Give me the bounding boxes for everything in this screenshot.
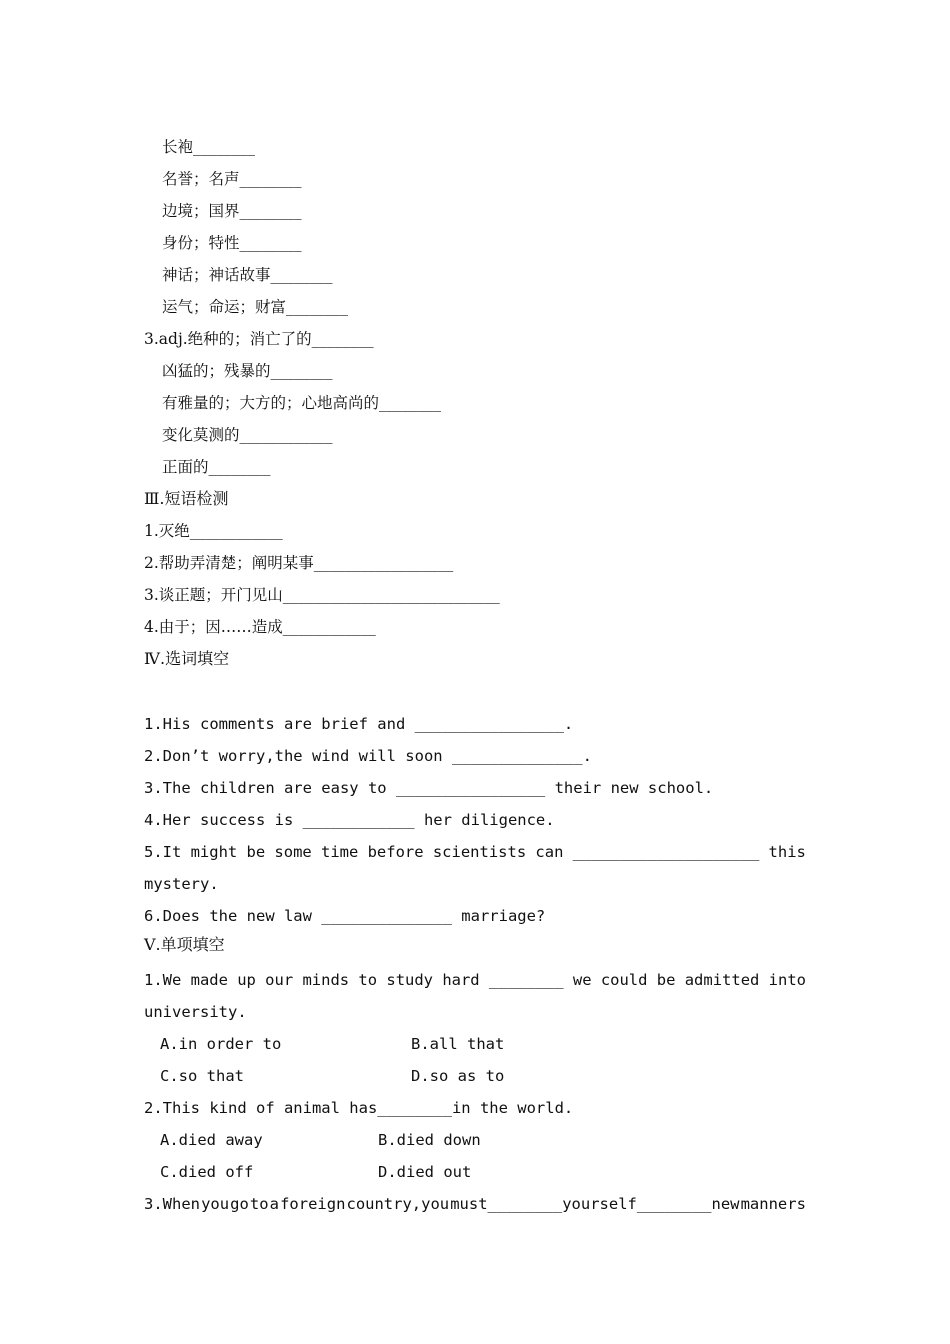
option-a: A.in order to <box>160 1035 282 1053</box>
option-a: A.died away <box>160 1131 263 1149</box>
answer-blank: ____________________ <box>572 843 760 861</box>
word: hard <box>442 971 480 989</box>
fill-item: 2.Don’t worry,the wind will soon ______________. <box>144 747 592 765</box>
fill-item-5 <box>144 842 806 862</box>
option-d: D.so as to <box>411 1067 505 1085</box>
word: our <box>265 971 294 989</box>
fill-item-5-continued: mystery. <box>144 875 219 893</box>
fill-item: 1.His comments are brief and ________________. <box>144 715 574 733</box>
word: some <box>274 843 312 861</box>
word: could <box>600 971 648 989</box>
word-with-blanks: must________yourself________new <box>450 1195 740 1213</box>
word: into <box>768 971 806 989</box>
option-b: B.died down <box>378 1131 481 1149</box>
section-heading-phrases: Ⅲ.短语检测 <box>144 489 229 508</box>
option-d: D.died out <box>378 1163 472 1181</box>
vocab-line: 运气；命运；财富________ <box>162 298 349 316</box>
word: can <box>535 843 564 861</box>
phrase-item: 1.灭绝____________ <box>144 522 283 540</box>
vocab-line: 神话；神话故事________ <box>162 266 333 284</box>
vocab-line: 正面的________ <box>162 458 271 476</box>
question-2: 2.This kind of animal has________in the world. <box>144 1099 574 1117</box>
word: manners <box>740 1195 806 1213</box>
vocab-line: 凶猛的；残暴的________ <box>162 362 333 380</box>
word: go <box>230 1195 249 1213</box>
word: scientists <box>432 843 527 861</box>
fill-item: 6.Does the new law ______________ marriage? <box>144 907 546 925</box>
word: admitted <box>684 971 760 989</box>
vocab-line: 变化莫测的____________ <box>162 426 333 444</box>
word: foreign <box>280 1195 346 1213</box>
word: you <box>201 1195 230 1213</box>
phrase-item: 2.帮助弄清楚；阐明某事__________________ <box>144 554 454 572</box>
word: this <box>768 843 806 861</box>
section-heading-fill-words: Ⅳ.选词填空 <box>144 649 230 668</box>
question-3 <box>144 1194 806 1214</box>
word: up <box>237 971 256 989</box>
phrase-item: 3.谈正题；开门见山____________________________ <box>144 586 500 604</box>
vocab-line: 名誉；名声________ <box>162 170 302 188</box>
word: study <box>386 971 434 989</box>
option-c: C.died off <box>160 1163 254 1181</box>
word: to <box>358 971 378 989</box>
answer-blank: ________ <box>488 971 564 989</box>
word: be <box>246 843 266 861</box>
fill-item: 4.Her success is ____________ her diligence. <box>144 811 555 829</box>
phrase-item: 4.由于；因……造成____________ <box>144 618 376 636</box>
vocab-line: 长袍________ <box>162 138 256 156</box>
vocab-line: 有雅量的；大方的；心地高尚的________ <box>162 394 442 412</box>
vocab-line: 边境；国界________ <box>162 202 302 220</box>
word: be <box>656 971 676 989</box>
word: before <box>367 843 424 861</box>
word: minds <box>302 971 350 989</box>
question-1-continued: university. <box>144 1003 247 1021</box>
word: 3.When <box>144 1195 200 1213</box>
word: to <box>249 1195 269 1213</box>
word: 1.We <box>144 971 182 989</box>
option-b: B.all that <box>411 1035 505 1053</box>
word: country,you <box>346 1195 450 1213</box>
word: might <box>190 843 238 861</box>
fill-item: 3.The children are easy to ________________ their new school. <box>144 779 714 797</box>
word: made <box>190 971 228 989</box>
question-1 <box>144 970 806 990</box>
word: a <box>269 1195 279 1213</box>
word: time <box>321 843 359 861</box>
word: we <box>572 971 592 989</box>
option-c: C.so that <box>160 1067 244 1085</box>
vocab-line: 身份；特性________ <box>162 234 302 252</box>
vocab-line-adj-header: 3.adj.绝种的；消亡了的________ <box>144 330 374 348</box>
word: 5.It <box>144 843 182 861</box>
section-heading-multiple-choice: Ⅴ.单项填空 <box>144 935 225 954</box>
